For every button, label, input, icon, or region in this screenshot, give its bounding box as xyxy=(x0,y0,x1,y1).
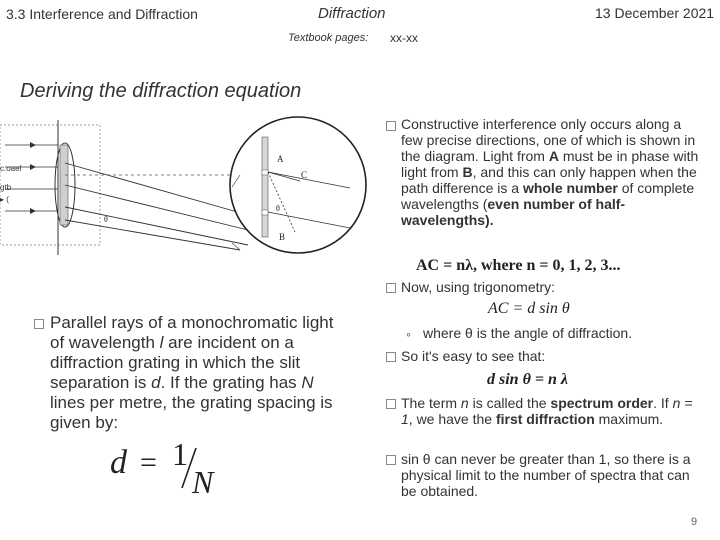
right-bullet-icon-4 xyxy=(386,399,396,409)
formula-num: 1 xyxy=(172,436,188,472)
right-bullet-icon-1 xyxy=(386,121,396,131)
slide-title: Deriving the diffraction equation xyxy=(20,80,302,102)
right-bullet-icon-3 xyxy=(386,352,396,362)
right-paragraph-3: So it's easy to see that: xyxy=(401,348,546,364)
label-A: A xyxy=(277,154,284,164)
right-paragraph-5: sin θ can never be greater than 1, so there is a physical limit to the number of spectra that can be obtained. xyxy=(401,451,691,499)
sub-bullet-icon: ◦ xyxy=(406,326,411,342)
sub-bullet-text: where θ is the angle of diffraction. xyxy=(423,325,633,341)
label-arrow: ▸ ( xyxy=(0,195,9,204)
right-paragraph-4: The term n is called the spectrum order. If n = 1, we have the first diffraction maximum. xyxy=(401,395,693,427)
label-B: B xyxy=(279,232,286,242)
formula-lhs: d xyxy=(110,444,127,481)
date-label: 13 December 2021 xyxy=(595,5,715,21)
section-label: 3.3 Interference and Diffraction xyxy=(6,6,198,22)
right-bullet-icon-2 xyxy=(386,283,396,293)
textbook-pages: xx-xx xyxy=(390,31,418,45)
equation-ac-dsin: AC = d sin θ xyxy=(488,300,570,317)
label-C: C xyxy=(301,170,308,180)
label-grating: gtb xyxy=(0,183,12,192)
left-paragraph: Parallel rays of a monochromatic light of wavelength l are incident on a diffraction grating in which the slit separation is d. If the grating has N lines per metre, the grating spacing is given by: xyxy=(50,313,334,432)
label-lamp: c.oael xyxy=(0,164,22,173)
left-bullet-icon xyxy=(34,319,44,329)
right-paragraph-2: Now, using trigonometry: xyxy=(401,279,556,295)
equation-ac-nlambda: AC = nλ, where n = 0, 1, 2, 3... xyxy=(416,257,621,274)
diffraction-diagram xyxy=(0,115,380,275)
label-theta-main: θ xyxy=(104,215,108,224)
textbook-label: Textbook pages: xyxy=(288,32,369,44)
formula-den: N xyxy=(192,464,214,500)
formula-eq: = xyxy=(140,446,157,479)
right-paragraph-1: Constructive interference only occurs along a few precise directions, one of which is shown in the diagram. Light from A must be in phase with light from B, and this can only happen when the path difference is a whole number of complete wavelengths (even number of half-wavelengths). xyxy=(401,116,699,228)
right-bullet-icon-5 xyxy=(386,455,396,465)
label-theta-small: θ xyxy=(276,204,280,213)
equation-dsin-nlambda: d sin θ = n λ xyxy=(487,371,568,388)
page-number: 9 xyxy=(691,516,698,528)
topic-title: Diffraction xyxy=(318,5,386,22)
